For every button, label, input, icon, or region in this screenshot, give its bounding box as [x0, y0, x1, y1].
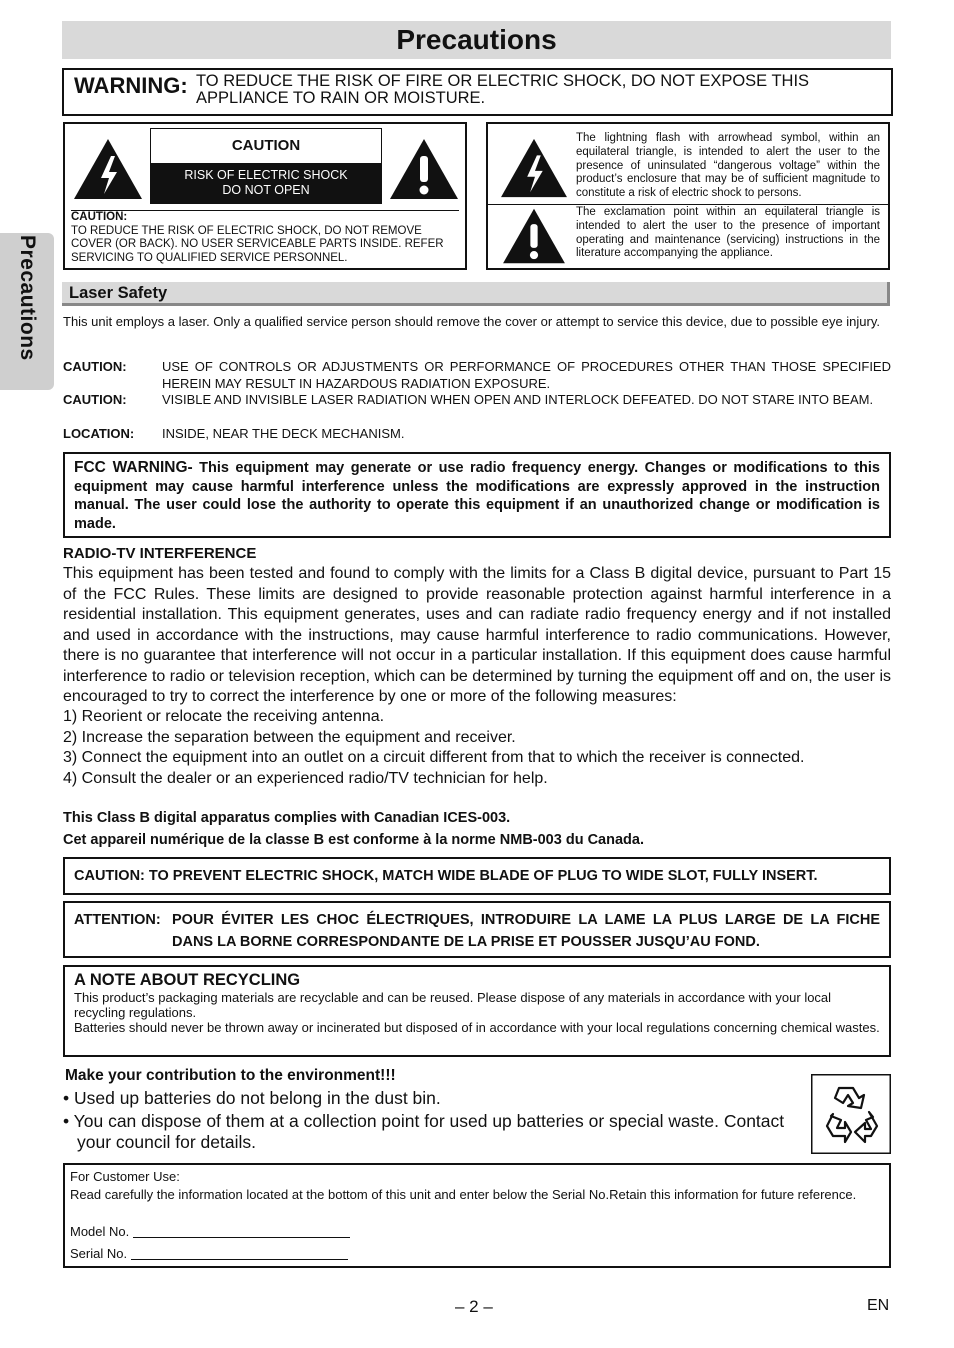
model-number-label: Model No. — [70, 1224, 130, 1239]
recycling-paragraph: Batteries should never be thrown away or incinerated but disposed of in accordance with your local regulations concerning chemical wastes. — [74, 1020, 880, 1035]
lightning-explanation-text: The lightning flash with arrowhead symbol, within an equilateral triangle, is intended to alert the user to the presence of uninsulated “dangerous voltage” within the product’s enclosure that may be of sufficient magnitude to constitute a risk of electric shock to persons. — [576, 132, 880, 200]
laser-location-row — [63, 426, 891, 443]
fcc-warning-box — [63, 452, 891, 538]
serial-number-line[interactable] — [131, 1259, 348, 1260]
fcc-warning-text: This equipment may generate or use radio frequency energy. Changes or modifications to this equipment may cause harmful interference unless the modifications are expressly approved in the instruction manual. The user could lose the authority to operate this equipment if an unauthorized change or modification is made. — [74, 460, 880, 532]
recycle-icon — [811, 1074, 891, 1154]
page-number: – 2 – — [455, 1297, 493, 1316]
laser-safety-title: Laser Safety — [69, 284, 168, 302]
caution-notice-label: CAUTION: — [71, 211, 128, 223]
radio-tv-heading: RADIO-TV INTERFERENCE — [63, 545, 257, 562]
caution-notice — [71, 210, 459, 265]
customer-use-box — [63, 1163, 891, 1268]
side-tab-label: Precautions — [16, 235, 39, 361]
exclamation-explanation — [488, 204, 888, 268]
attention-label: ATTENTION: — [74, 912, 161, 928]
laser-caution-row — [63, 392, 891, 409]
laser-row-label: CAUTION: — [63, 392, 127, 407]
laser-row-label: LOCATION: — [63, 426, 135, 441]
attention-box — [63, 901, 891, 958]
attention-text: POUR ÉVITER LES CHOC ÉLECTRIQUES, INTRODUIRE LA LAME LA PLUS LARGE DE LA FICHE DANS LA BORNE CORRESPONDANTE DE LA PRISE ET POUSSER JUSQU’AU FOND. — [172, 912, 880, 950]
plug-caution-box: CAUTION: TO PREVENT ELECTRIC SHOCK, MATCH WIDE BLADE OF PLUG TO WIDE SLOT, FULLY INSERT. — [63, 857, 891, 895]
side-tab — [0, 233, 54, 390]
list-item: • Used up batteries do not belong in the dust bin. — [63, 1088, 441, 1108]
customer-instructions: Read carefully the information located at the bottom of this unit and enter below the Serial No.Retain this information for future reference. — [70, 1187, 857, 1202]
exclamation-explanation-text: The exclamation point within an equilateral triangle is intended to alert the user to the presence of important operating and maintenance (servicing) instructions in the literature accompanying the appliance. — [576, 206, 880, 260]
model-number-line[interactable] — [133, 1237, 350, 1238]
fcc-warning-label: FCC WARNING- — [74, 459, 193, 476]
radio-tv-body: This equipment has been tested and found to comply with the limits for a Class B digital device, pursuant to Part 15 of the FCC Rules. These limits are designed to provide reasonable protection against harmful interference in a residential installation. This equipment generates, uses and can radiate radio frequency energy and if not installed and used in accordance with the instructions, may cause harmful interference to radio communications. However, there is no guarantee that interference will not occur in a particular installation. If this equipment does cause harmful interference to radio or television reception, which can be determined by turning the equipment off and on, the user is encouraged to try to correct the interference by one or more of the following measures: — [63, 565, 891, 705]
canadian-english: This Class B digital apparatus complies with Canadian ICES-003. — [63, 810, 511, 826]
exclamation-triangle-icon — [387, 136, 461, 202]
laser-caution-row — [63, 359, 891, 392]
warning-text: TO REDUCE THE RISK OF FIRE OR ELECTRIC SHOCK, DO NOT EXPOSE THIS APPLIANCE TO RAIN OR MOISTURE. — [196, 72, 810, 107]
risk-panel — [151, 163, 381, 203]
list-item: • You can dispose of them at a collection point for used up batteries or special waste. Contact your council for details. — [63, 1111, 785, 1152]
model-number-field[interactable] — [70, 1223, 350, 1241]
list-item: 4) Consult the dealer or an experienced radio/TV technician for help. — [63, 769, 548, 787]
caution-box — [63, 122, 467, 270]
caution-heading: CAUTION — [231, 137, 301, 154]
lightning-triangle-icon — [498, 136, 570, 200]
symbol-explanations — [486, 122, 890, 270]
lightning-explanation — [488, 124, 888, 205]
warning-box — [62, 68, 893, 116]
canadian-french: Cet appareil numérique de la classe B est conforme à la norme NMB-003 du Canada. — [63, 831, 644, 848]
canadian-compliance — [63, 808, 644, 851]
laser-row-text: INSIDE, NEAR THE DECK MECHANISM. — [162, 426, 405, 441]
laser-row-label: CAUTION: — [63, 359, 127, 374]
customer-heading: For Customer Use: — [70, 1169, 180, 1184]
lightning-triangle-icon — [71, 136, 145, 202]
language-label: EN — [867, 1297, 890, 1314]
exclamation-triangle-icon — [498, 206, 570, 266]
recycling-paragraph: This product’s packaging materials are recyclable and can be reused. Please dispose of any materials in accordance with your local recycling regulations. — [74, 990, 832, 1020]
serial-number-label: Serial No. — [70, 1246, 128, 1261]
list-item: 2) Increase the separation between the equipment and receiver. — [63, 728, 516, 746]
laser-row-text: VISIBLE AND INVISIBLE LASER RADIATION WHEN OPEN AND INTERLOCK DEFEATED. DO NOT STARE INTO BEAM. — [162, 392, 874, 407]
risk-line-1: RISK OF ELECTRIC SHOCK — [184, 168, 348, 182]
recycling-note-box — [63, 965, 891, 1057]
environment-list — [63, 1088, 793, 1155]
radio-tv-measures — [63, 707, 891, 789]
environment-heading: Make your contribution to the environment!!! — [65, 1067, 396, 1084]
caution-notice-text: TO REDUCE THE RISK OF ELECTRIC SHOCK, DO NOT REMOVE COVER (OR BACK). NO USER SERVICEABLE PARTS INSIDE. REFER SERVICING TO QUALIFIED SERVICE PERSONNEL. — [71, 224, 444, 264]
caution-label-panel — [150, 128, 382, 204]
warning-label: WARNING: — [74, 73, 188, 98]
laser-row-text: USE OF CONTROLS OR ADJUSTMENTS OR PERFORMANCE OF PROCEDURES OTHER THAN THOSE SPECIFIED HEREIN MAY RESULT IN HAZARDOUS RADIATION EXPOSURE. — [162, 359, 891, 391]
laser-safety-heading — [62, 282, 890, 306]
page-title: Precautions — [62, 21, 891, 59]
serial-number-field[interactable] — [70, 1245, 348, 1263]
list-item: 1) Reorient or relocate the receiving antenna. — [63, 708, 385, 725]
recycling-heading: A NOTE ABOUT RECYCLING — [74, 971, 301, 989]
laser-intro: This unit employs a laser. Only a qualified service person should remove the cover or attempt to service this device, due to possible eye injury. — [63, 314, 880, 329]
risk-line-2: DO NOT OPEN — [222, 183, 310, 197]
list-item: 3) Connect the equipment into an outlet on a circuit different from that to which the receiver is connected. — [63, 749, 805, 766]
